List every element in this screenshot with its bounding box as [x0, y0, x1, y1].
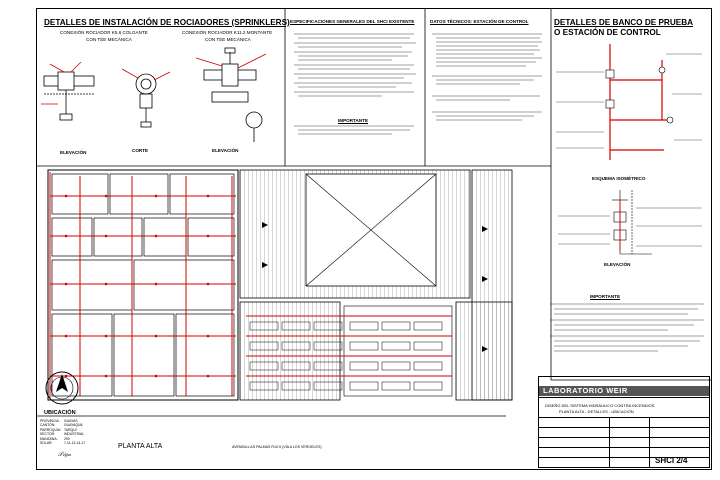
bench-title-1: DETALLES DE BANCO DE PRUEBA — [554, 18, 694, 27]
location-field-value: 290 — [64, 436, 70, 441]
description-line-2: PLANTA ALTA - DETALLES - UBICACIÓN — [559, 409, 634, 414]
location-field-key: SECTOR: — [40, 432, 56, 437]
location-field — [40, 428, 77, 432]
right-sprinkler-label-2: CON TEE MECÁNICA — [205, 37, 251, 42]
view-label-section: CORTE — [132, 148, 149, 153]
location-field-value: GUAYAS — [64, 419, 78, 423]
location-title: UBICACIÓN — [44, 410, 76, 416]
office-block — [48, 170, 238, 400]
location-field-value: 7-11-13-14-17 — [64, 441, 86, 445]
location-field-key: SOLAR: — [40, 441, 53, 445]
control-text-block — [430, 30, 548, 160]
check-valve-icon — [606, 100, 614, 108]
storage-racks — [344, 306, 452, 396]
location-field-key: PARROQUIA: — [40, 427, 62, 432]
specs-important-title: IMPORTANTE — [338, 118, 369, 123]
location-field — [40, 432, 84, 436]
plan-label: PLANTA ALTA — [118, 443, 163, 450]
location-field-key: PROVINCIA: — [40, 419, 60, 423]
view-label-elevation-right: ELEVACIÓN — [212, 148, 239, 153]
location-field — [40, 423, 83, 427]
gauge-icon — [659, 67, 665, 73]
specs-text-block — [292, 30, 420, 140]
view-label-elevation-left: ELEVACIÓN — [60, 150, 87, 155]
location-field-value: TARQUI — [64, 427, 77, 432]
north-arrow-icon — [42, 368, 82, 408]
location-field-key: MANZANA: — [40, 436, 58, 441]
location-field-value: INDUSTRIAL — [64, 432, 85, 437]
location-field — [40, 441, 85, 445]
isometric-scheme — [612, 190, 652, 254]
location-field-value: GUAYAQUIL — [64, 423, 84, 428]
bench-detail-drawing — [552, 40, 710, 290]
sheet-number: SHCI 2/4 — [655, 456, 688, 465]
left-sprinkler-label-2: CON TEE MECÁNICA — [86, 37, 132, 42]
control-station-title: DATOS TÉCNICOS: ESTACIÓN DE CONTROL — [430, 19, 529, 24]
flow-switch-icon — [667, 117, 673, 123]
avenue-label: AVENIDA LAS PALMAS R10.5 (VÍA A LOS VERGELES) — [232, 445, 322, 449]
bench-important-text — [548, 300, 708, 362]
riser-pipe — [610, 44, 670, 160]
location-field-key: CANTÓN: — [40, 423, 56, 428]
description-line-1: DISEÑO DEL SISTEMA HIDRÁULICO CONTRA INCENDIOS — [545, 403, 655, 408]
bench-annotations — [556, 54, 702, 148]
specs-title: ESPECIFICACIONES GENERALES DEL SHCI EXISTENTE — [290, 19, 415, 24]
bench-important-title: IMPORTANTE — [590, 294, 621, 299]
designer-signature: 𝒮𝒾𝑔𝓃 — [58, 452, 72, 458]
sprinkler-details-title: DETALLES DE INSTALACIÓN DE ROCIADORES (SPRINKLERS) — [44, 18, 290, 27]
location-field — [40, 437, 70, 441]
bench-title-2: O ESTACIÓN DE CONTROL — [554, 28, 661, 37]
isometric-annotations — [558, 208, 702, 246]
left-sprinkler-label-1: CONEXIÓN ROCIADOR K5.6 COLGANTE — [60, 30, 148, 35]
floor-plan — [36, 166, 518, 428]
bench-elevation-title: ELEVACIÓN — [604, 262, 631, 267]
gate-valve-icon — [606, 70, 614, 78]
project-name: LABORATORIO WEIR — [543, 386, 628, 395]
isometric-title: ESQUEMA ISOMÉTRICO — [592, 176, 646, 181]
right-sprinkler-label-1: CONEXIÓN ROCIADOR K11.2 MONTANTE — [182, 30, 273, 35]
title-block — [538, 376, 710, 468]
